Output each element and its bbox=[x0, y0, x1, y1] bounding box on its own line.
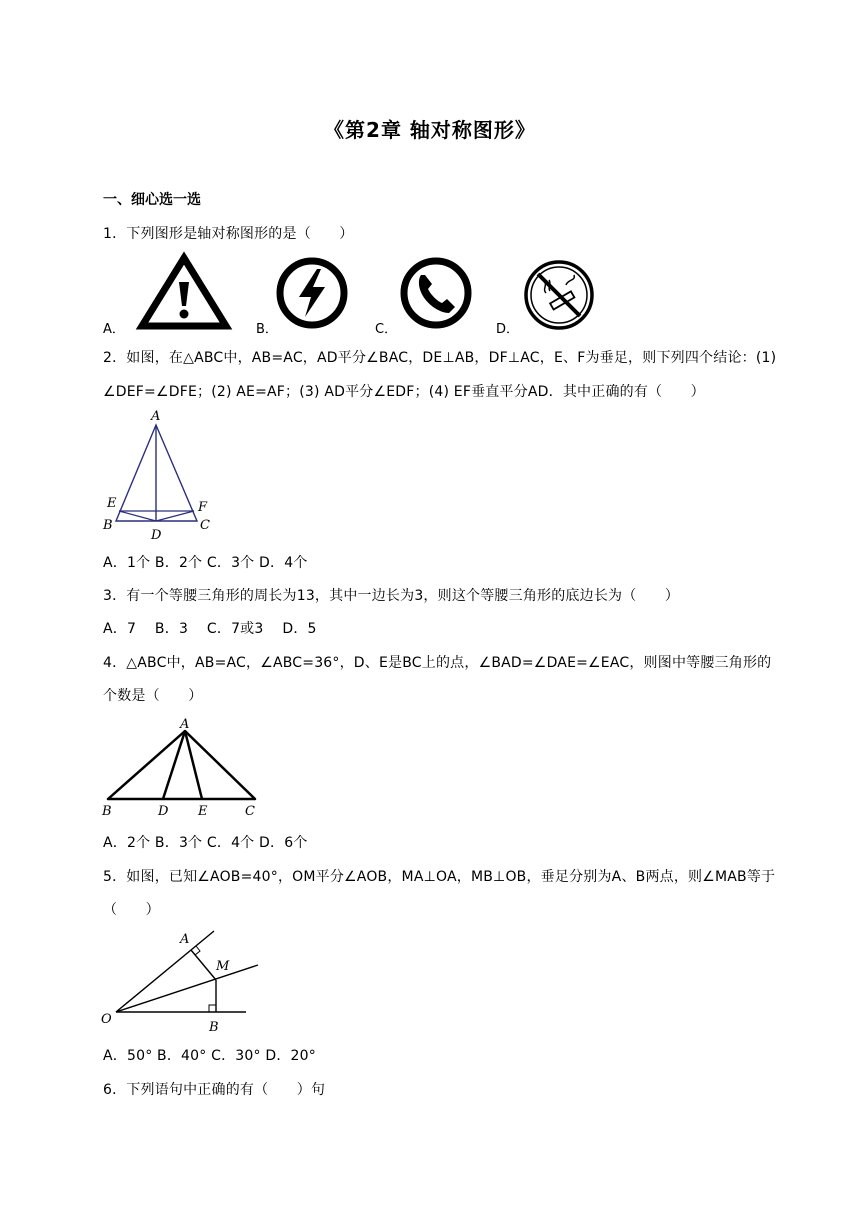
question-2-line-1: 2．如图，在△ABC中，AB=AC，AD平分∠BAC，DE⊥AB，DF⊥AC，E、F为垂足，则下列四个结论：(1) bbox=[103, 350, 777, 366]
q5-label-b: B bbox=[209, 1020, 219, 1035]
q2-triangle-figure bbox=[100, 405, 215, 545]
q4-answers: A．2个 B．3个 C．4个 D．6个 bbox=[103, 835, 308, 851]
q2-label-c: C bbox=[200, 518, 210, 533]
q4-triangle-figure bbox=[100, 715, 265, 820]
q5-answers: A．50° B．40° C．30° D．20° bbox=[103, 1048, 316, 1064]
telephone-icon bbox=[397, 255, 475, 331]
page-title: 《第2章 轴对称图形》 bbox=[324, 118, 536, 142]
question-2-line-2: ∠DEF=∠DFE；(2) AE=AF；(3) AD平分∠EDF；(4) EF垂直平分AD．其中正确的有（ ） bbox=[103, 384, 705, 400]
q5-angle-figure bbox=[98, 925, 263, 1040]
q2-label-a: A bbox=[151, 409, 161, 424]
question-1-text: 1．下列图形是轴对称图形的是（ ） bbox=[103, 226, 354, 242]
q1-option-b: B． bbox=[256, 322, 278, 337]
q2-answers: A．1个 B．2个 C．3个 D．4个 bbox=[103, 555, 308, 571]
q1-option-a: A． bbox=[103, 322, 125, 337]
q5-label-m: M bbox=[216, 959, 230, 974]
q4-label-a: A bbox=[180, 717, 190, 732]
q2-label-e: E bbox=[107, 496, 117, 511]
question-3-text: 3．有一个等腰三角形的周长为13，其中一边长为3，则这个等腰三角形的底边长为（ ） bbox=[103, 588, 680, 604]
lightning-bolt-icon bbox=[273, 255, 351, 331]
question-4-line-1: 4．△ABC中，AB=AC，∠ABC=36°，D、E是BC上的点，∠BAD=∠DAE=∠EAC，则图中等腰三角形的 bbox=[103, 655, 772, 671]
q4-label-b: B bbox=[102, 804, 112, 819]
q4-label-c: C bbox=[245, 804, 255, 819]
question-5-line-2: （ ） bbox=[103, 902, 160, 918]
question-6-text: 6．下列语句中正确的有（ ）句 bbox=[103, 1082, 326, 1098]
q2-label-d: D bbox=[151, 528, 162, 543]
q2-label-b: B bbox=[103, 518, 113, 533]
q1-option-d: D． bbox=[496, 322, 520, 337]
q2-label-f: F bbox=[198, 500, 208, 515]
question-4-line-2: 个数是（ ） bbox=[103, 688, 203, 704]
q5-label-o: O bbox=[101, 1012, 112, 1027]
q5-label-a: A bbox=[180, 932, 190, 947]
q4-label-e: E bbox=[198, 804, 208, 819]
no-smoking-icon bbox=[520, 257, 598, 333]
q3-answers: A．7 B．3 C．7或3 D．5 bbox=[103, 621, 317, 637]
question-5-line-1: 5．如图，已知∠AOB=40°，OM平分∠AOB，MA⊥OA，MB⊥OB，垂足分别为A、B两点，则∠MAB等于 bbox=[103, 869, 776, 885]
q4-label-d: D bbox=[158, 804, 169, 819]
section-heading: 一、细心选一选 bbox=[103, 192, 201, 208]
warning-triangle-icon bbox=[138, 252, 230, 330]
q1-option-c: C． bbox=[375, 322, 398, 337]
